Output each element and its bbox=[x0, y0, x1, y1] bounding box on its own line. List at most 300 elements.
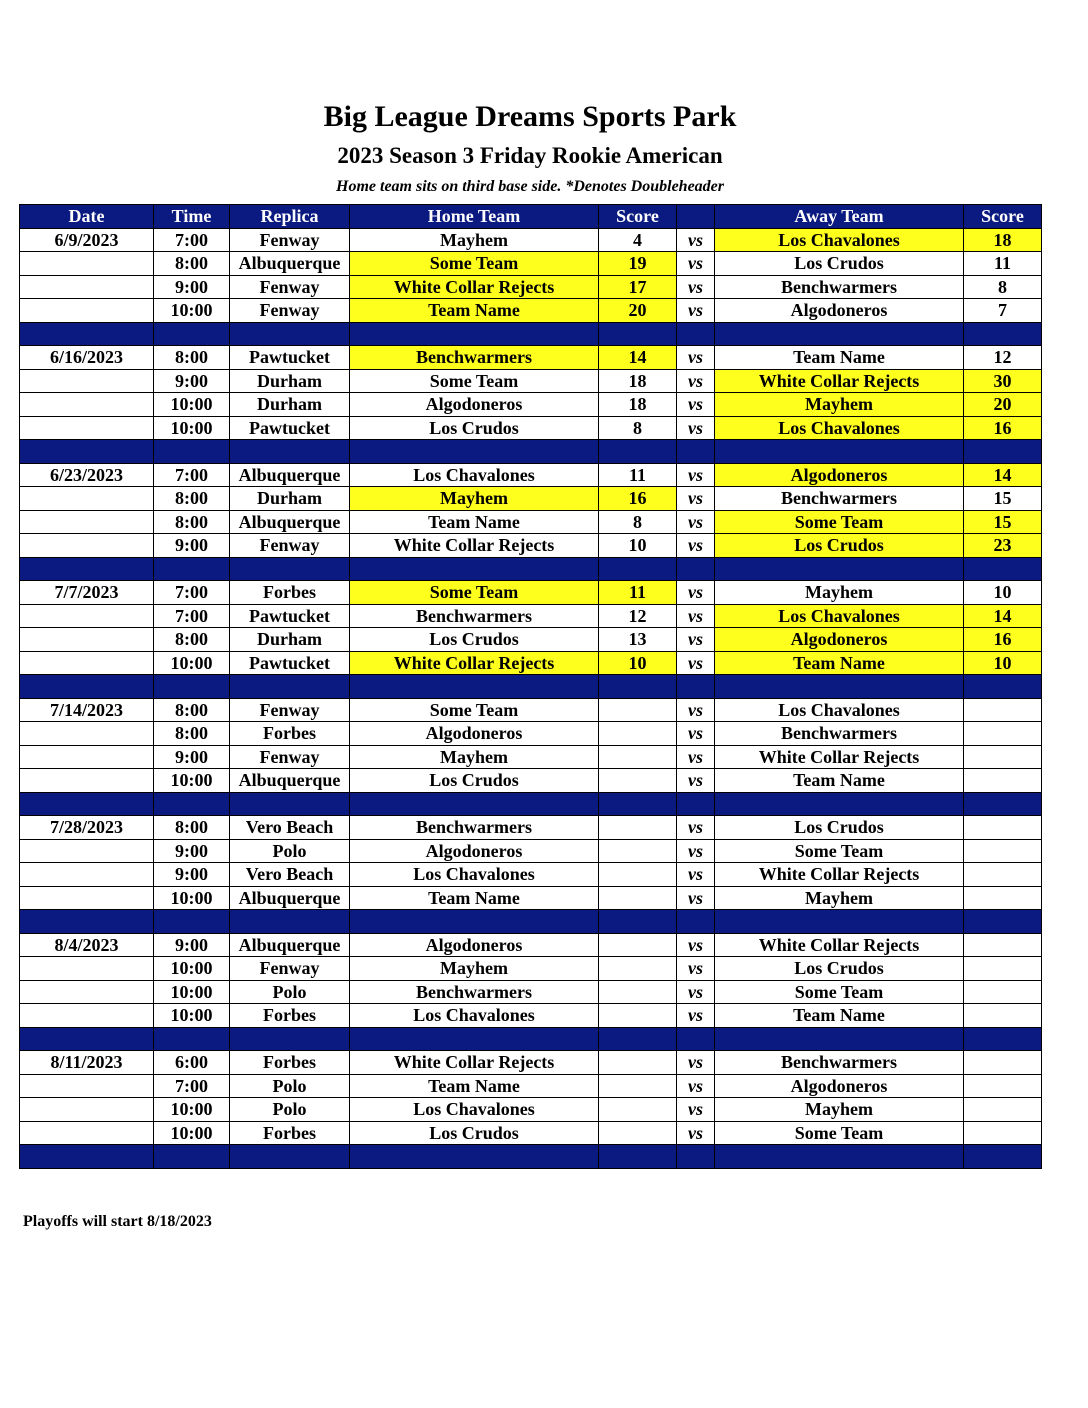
game-row bbox=[20, 463, 1042, 487]
separator-cell bbox=[230, 1027, 350, 1051]
home-score: 11 bbox=[599, 581, 677, 605]
game-replica: Forbes bbox=[230, 1121, 350, 1145]
col-header-home-score: Score bbox=[599, 205, 677, 229]
home-score bbox=[599, 980, 677, 1004]
game-replica: Fenway bbox=[230, 957, 350, 981]
away-team: Some Team bbox=[715, 510, 964, 534]
table-header-row bbox=[20, 205, 1042, 229]
col-header-vs bbox=[677, 205, 715, 229]
game-row bbox=[20, 816, 1042, 840]
game-date bbox=[20, 416, 154, 440]
separator-cell bbox=[677, 1145, 715, 1169]
game-time: 7:00 bbox=[154, 1074, 230, 1098]
home-score: 12 bbox=[599, 604, 677, 628]
home-team: Benchwarmers bbox=[350, 816, 599, 840]
game-time: 8:00 bbox=[154, 252, 230, 276]
game-replica: Polo bbox=[230, 1074, 350, 1098]
home-score bbox=[599, 933, 677, 957]
home-score: 10 bbox=[599, 534, 677, 558]
away-score: 10 bbox=[964, 581, 1042, 605]
game-date bbox=[20, 886, 154, 910]
home-team: Team Name bbox=[350, 510, 599, 534]
separator-cell bbox=[715, 1027, 964, 1051]
game-time: 10:00 bbox=[154, 886, 230, 910]
game-row bbox=[20, 1004, 1042, 1028]
game-replica: Forbes bbox=[230, 1051, 350, 1075]
home-score bbox=[599, 698, 677, 722]
separator-cell bbox=[350, 910, 599, 934]
away-team: Benchwarmers bbox=[715, 1051, 964, 1075]
away-score bbox=[964, 1051, 1042, 1075]
game-date bbox=[20, 863, 154, 887]
separator-cell bbox=[350, 675, 599, 699]
separator-cell bbox=[350, 792, 599, 816]
separator-cell bbox=[599, 675, 677, 699]
separator-cell bbox=[715, 440, 964, 464]
game-time: 9:00 bbox=[154, 839, 230, 863]
game-time: 10:00 bbox=[154, 299, 230, 323]
home-team: Benchwarmers bbox=[350, 346, 599, 370]
separator-cell bbox=[230, 440, 350, 464]
away-score bbox=[964, 1098, 1042, 1122]
game-date bbox=[20, 393, 154, 417]
game-replica: Fenway bbox=[230, 228, 350, 252]
home-team: Los Chavalones bbox=[350, 863, 599, 887]
game-date bbox=[20, 722, 154, 746]
home-team: Algodoneros bbox=[350, 839, 599, 863]
away-team: Some Team bbox=[715, 1121, 964, 1145]
game-date bbox=[20, 534, 154, 558]
page-title: Big League Dreams Sports Park bbox=[323, 100, 737, 133]
game-replica: Fenway bbox=[230, 534, 350, 558]
separator-cell bbox=[350, 1145, 599, 1169]
home-score: 8 bbox=[599, 416, 677, 440]
home-team: Team Name bbox=[350, 1074, 599, 1098]
game-replica: Vero Beach bbox=[230, 816, 350, 840]
home-score bbox=[599, 722, 677, 746]
home-score bbox=[599, 1074, 677, 1098]
separator-cell bbox=[599, 322, 677, 346]
game-date bbox=[20, 487, 154, 511]
game-date bbox=[20, 1098, 154, 1122]
game-replica: Durham bbox=[230, 487, 350, 511]
away-score bbox=[964, 886, 1042, 910]
home-team: Mayhem bbox=[350, 957, 599, 981]
game-time: 8:00 bbox=[154, 816, 230, 840]
away-score: 12 bbox=[964, 346, 1042, 370]
separator-cell bbox=[677, 910, 715, 934]
game-row bbox=[20, 745, 1042, 769]
separator-cell bbox=[20, 675, 154, 699]
away-team: Los Crudos bbox=[715, 534, 964, 558]
away-score: 14 bbox=[964, 463, 1042, 487]
game-row bbox=[20, 393, 1042, 417]
away-score: 23 bbox=[964, 534, 1042, 558]
game-replica: Vero Beach bbox=[230, 863, 350, 887]
away-score: 15 bbox=[964, 487, 1042, 511]
game-row bbox=[20, 252, 1042, 276]
away-team: Mayhem bbox=[715, 393, 964, 417]
game-date bbox=[20, 957, 154, 981]
home-score bbox=[599, 769, 677, 793]
away-score: 10 bbox=[964, 651, 1042, 675]
away-team: Mayhem bbox=[715, 581, 964, 605]
away-score bbox=[964, 980, 1042, 1004]
home-score: 17 bbox=[599, 275, 677, 299]
game-time: 8:00 bbox=[154, 510, 230, 534]
separator-cell bbox=[599, 1027, 677, 1051]
game-replica: Albuquerque bbox=[230, 886, 350, 910]
game-date: 7/7/2023 bbox=[20, 581, 154, 605]
separator-cell bbox=[20, 322, 154, 346]
home-score bbox=[599, 1004, 677, 1028]
away-team: Algodoneros bbox=[715, 463, 964, 487]
game-row bbox=[20, 581, 1042, 605]
game-date bbox=[20, 604, 154, 628]
game-date bbox=[20, 299, 154, 323]
game-date bbox=[20, 252, 154, 276]
vs-label: vs bbox=[677, 698, 715, 722]
game-replica: Forbes bbox=[230, 722, 350, 746]
game-row bbox=[20, 416, 1042, 440]
vs-label: vs bbox=[677, 346, 715, 370]
vs-label: vs bbox=[677, 581, 715, 605]
away-score: 20 bbox=[964, 393, 1042, 417]
home-team: Benchwarmers bbox=[350, 604, 599, 628]
separator-cell bbox=[599, 910, 677, 934]
vs-label: vs bbox=[677, 628, 715, 652]
away-score bbox=[964, 1004, 1042, 1028]
game-row bbox=[20, 1051, 1042, 1075]
separator-cell bbox=[599, 792, 677, 816]
separator-cell bbox=[715, 322, 964, 346]
away-score bbox=[964, 722, 1042, 746]
vs-label: vs bbox=[677, 1098, 715, 1122]
game-date: 6/16/2023 bbox=[20, 346, 154, 370]
home-team: White Collar Rejects bbox=[350, 1051, 599, 1075]
separator-cell bbox=[964, 1145, 1042, 1169]
game-time: 9:00 bbox=[154, 275, 230, 299]
separator-cell bbox=[715, 557, 964, 581]
game-row bbox=[20, 1074, 1042, 1098]
separator-cell bbox=[154, 1027, 230, 1051]
game-row bbox=[20, 886, 1042, 910]
away-team: Benchwarmers bbox=[715, 275, 964, 299]
game-row bbox=[20, 651, 1042, 675]
separator-cell bbox=[964, 557, 1042, 581]
home-score: 10 bbox=[599, 651, 677, 675]
away-score bbox=[964, 957, 1042, 981]
week-separator-row bbox=[20, 1027, 1042, 1051]
separator-cell bbox=[715, 675, 964, 699]
away-team: White Collar Rejects bbox=[715, 863, 964, 887]
game-time: 7:00 bbox=[154, 581, 230, 605]
vs-label: vs bbox=[677, 745, 715, 769]
vs-label: vs bbox=[677, 722, 715, 746]
home-team: Los Crudos bbox=[350, 416, 599, 440]
away-team: Some Team bbox=[715, 839, 964, 863]
game-time: 8:00 bbox=[154, 722, 230, 746]
separator-cell bbox=[677, 1027, 715, 1051]
game-row bbox=[20, 957, 1042, 981]
game-date bbox=[20, 839, 154, 863]
home-team: Mayhem bbox=[350, 487, 599, 511]
away-team: Algodoneros bbox=[715, 1074, 964, 1098]
vs-label: vs bbox=[677, 463, 715, 487]
vs-label: vs bbox=[677, 933, 715, 957]
away-score bbox=[964, 816, 1042, 840]
vs-label: vs bbox=[677, 299, 715, 323]
game-time: 10:00 bbox=[154, 1121, 230, 1145]
game-row bbox=[20, 228, 1042, 252]
home-team: White Collar Rejects bbox=[350, 275, 599, 299]
game-time: 8:00 bbox=[154, 628, 230, 652]
week-separator-row bbox=[20, 557, 1042, 581]
separator-cell bbox=[964, 792, 1042, 816]
vs-label: vs bbox=[677, 604, 715, 628]
home-team: Los Crudos bbox=[350, 1121, 599, 1145]
vs-label: vs bbox=[677, 510, 715, 534]
away-score: 15 bbox=[964, 510, 1042, 534]
game-time: 9:00 bbox=[154, 534, 230, 558]
away-team: Los Crudos bbox=[715, 957, 964, 981]
game-date: 8/4/2023 bbox=[20, 933, 154, 957]
game-date: 8/11/2023 bbox=[20, 1051, 154, 1075]
home-score bbox=[599, 957, 677, 981]
separator-cell bbox=[20, 910, 154, 934]
playoffs-note: Playoffs will start 8/18/2023 bbox=[23, 1213, 212, 1230]
home-team: Benchwarmers bbox=[350, 980, 599, 1004]
away-team: Los Chavalones bbox=[715, 228, 964, 252]
game-replica: Durham bbox=[230, 628, 350, 652]
home-score bbox=[599, 886, 677, 910]
separator-cell bbox=[20, 792, 154, 816]
game-replica: Forbes bbox=[230, 1004, 350, 1028]
game-row bbox=[20, 369, 1042, 393]
separator-cell bbox=[230, 322, 350, 346]
separator-cell bbox=[677, 322, 715, 346]
vs-label: vs bbox=[677, 534, 715, 558]
separator-cell bbox=[20, 1145, 154, 1169]
game-time: 10:00 bbox=[154, 980, 230, 1004]
away-team: Mayhem bbox=[715, 1098, 964, 1122]
game-time: 10:00 bbox=[154, 651, 230, 675]
home-team: Some Team bbox=[350, 698, 599, 722]
game-time: 10:00 bbox=[154, 1098, 230, 1122]
game-row bbox=[20, 1098, 1042, 1122]
separator-cell bbox=[20, 1027, 154, 1051]
vs-label: vs bbox=[677, 651, 715, 675]
home-team: Some Team bbox=[350, 581, 599, 605]
home-score: 19 bbox=[599, 252, 677, 276]
game-date bbox=[20, 369, 154, 393]
home-team: Los Crudos bbox=[350, 628, 599, 652]
game-replica: Fenway bbox=[230, 299, 350, 323]
game-row bbox=[20, 275, 1042, 299]
game-replica: Pawtucket bbox=[230, 651, 350, 675]
separator-cell bbox=[20, 557, 154, 581]
week-separator-row bbox=[20, 322, 1042, 346]
vs-label: vs bbox=[677, 816, 715, 840]
separator-cell bbox=[20, 440, 154, 464]
game-row bbox=[20, 487, 1042, 511]
game-replica: Durham bbox=[230, 369, 350, 393]
schedule-table bbox=[19, 204, 1042, 1169]
home-score: 13 bbox=[599, 628, 677, 652]
away-score: 30 bbox=[964, 369, 1042, 393]
home-score bbox=[599, 816, 677, 840]
home-score bbox=[599, 839, 677, 863]
game-time: 6:00 bbox=[154, 1051, 230, 1075]
away-team: White Collar Rejects bbox=[715, 369, 964, 393]
separator-cell bbox=[154, 675, 230, 699]
game-row bbox=[20, 863, 1042, 887]
separator-cell bbox=[154, 440, 230, 464]
game-time: 9:00 bbox=[154, 863, 230, 887]
game-date bbox=[20, 1074, 154, 1098]
separator-cell bbox=[964, 322, 1042, 346]
home-score bbox=[599, 1121, 677, 1145]
away-team: Team Name bbox=[715, 346, 964, 370]
separator-cell bbox=[715, 910, 964, 934]
home-team: White Collar Rejects bbox=[350, 534, 599, 558]
game-row bbox=[20, 933, 1042, 957]
game-date bbox=[20, 745, 154, 769]
home-score: 8 bbox=[599, 510, 677, 534]
game-replica: Polo bbox=[230, 980, 350, 1004]
game-time: 10:00 bbox=[154, 416, 230, 440]
col-header-date: Date bbox=[20, 205, 154, 229]
game-replica: Forbes bbox=[230, 581, 350, 605]
home-team: Algodoneros bbox=[350, 933, 599, 957]
away-score: 7 bbox=[964, 299, 1042, 323]
game-replica: Albuquerque bbox=[230, 933, 350, 957]
week-separator-row bbox=[20, 792, 1042, 816]
vs-label: vs bbox=[677, 769, 715, 793]
vs-label: vs bbox=[677, 1051, 715, 1075]
game-time: 8:00 bbox=[154, 698, 230, 722]
home-team: White Collar Rejects bbox=[350, 651, 599, 675]
away-score bbox=[964, 769, 1042, 793]
vs-label: vs bbox=[677, 1121, 715, 1145]
game-time: 10:00 bbox=[154, 957, 230, 981]
week-separator-row bbox=[20, 675, 1042, 699]
home-team: Team Name bbox=[350, 299, 599, 323]
game-date bbox=[20, 510, 154, 534]
game-date bbox=[20, 651, 154, 675]
away-score: 18 bbox=[964, 228, 1042, 252]
game-date bbox=[20, 769, 154, 793]
col-header-home-team: Home Team bbox=[350, 205, 599, 229]
home-score: 4 bbox=[599, 228, 677, 252]
week-separator-row bbox=[20, 910, 1042, 934]
game-row bbox=[20, 628, 1042, 652]
separator-cell bbox=[230, 1145, 350, 1169]
vs-label: vs bbox=[677, 863, 715, 887]
separator-cell bbox=[964, 910, 1042, 934]
home-team: Mayhem bbox=[350, 745, 599, 769]
home-team: Some Team bbox=[350, 252, 599, 276]
away-team: Benchwarmers bbox=[715, 722, 964, 746]
game-row bbox=[20, 980, 1042, 1004]
home-score bbox=[599, 1051, 677, 1075]
week-separator-row bbox=[20, 440, 1042, 464]
game-row bbox=[20, 698, 1042, 722]
game-replica: Pawtucket bbox=[230, 604, 350, 628]
vs-label: vs bbox=[677, 487, 715, 511]
separator-cell bbox=[599, 1145, 677, 1169]
page-note: Home team sits on third base side. *Denotes Doubleheader bbox=[336, 178, 724, 195]
separator-cell bbox=[350, 322, 599, 346]
game-time: 9:00 bbox=[154, 933, 230, 957]
separator-cell bbox=[599, 557, 677, 581]
away-team: Algodoneros bbox=[715, 299, 964, 323]
game-date: 7/28/2023 bbox=[20, 816, 154, 840]
game-row bbox=[20, 1121, 1042, 1145]
game-time: 10:00 bbox=[154, 393, 230, 417]
away-team: Benchwarmers bbox=[715, 487, 964, 511]
separator-cell bbox=[230, 675, 350, 699]
separator-cell bbox=[677, 440, 715, 464]
home-team: Team Name bbox=[350, 886, 599, 910]
away-score bbox=[964, 698, 1042, 722]
game-time: 9:00 bbox=[154, 369, 230, 393]
game-time: 9:00 bbox=[154, 745, 230, 769]
game-time: 8:00 bbox=[154, 346, 230, 370]
game-replica: Durham bbox=[230, 393, 350, 417]
away-team: Some Team bbox=[715, 980, 964, 1004]
separator-cell bbox=[154, 910, 230, 934]
separator-cell bbox=[230, 910, 350, 934]
game-time: 7:00 bbox=[154, 228, 230, 252]
away-team: Los Chavalones bbox=[715, 604, 964, 628]
week-separator-row bbox=[20, 1145, 1042, 1169]
game-replica: Albuquerque bbox=[230, 510, 350, 534]
game-date: 6/9/2023 bbox=[20, 228, 154, 252]
game-time: 7:00 bbox=[154, 463, 230, 487]
away-score bbox=[964, 1074, 1042, 1098]
away-team: Algodoneros bbox=[715, 628, 964, 652]
game-time: 10:00 bbox=[154, 1004, 230, 1028]
home-team: Algodoneros bbox=[350, 393, 599, 417]
game-replica: Pawtucket bbox=[230, 416, 350, 440]
away-team: Los Crudos bbox=[715, 252, 964, 276]
separator-cell bbox=[154, 557, 230, 581]
home-score bbox=[599, 745, 677, 769]
separator-cell bbox=[350, 440, 599, 464]
page-subtitle: 2023 Season 3 Friday Rookie American bbox=[337, 143, 723, 168]
home-score bbox=[599, 1098, 677, 1122]
away-team: Team Name bbox=[715, 1004, 964, 1028]
game-date bbox=[20, 1004, 154, 1028]
home-score: 20 bbox=[599, 299, 677, 323]
home-score bbox=[599, 863, 677, 887]
vs-label: vs bbox=[677, 228, 715, 252]
home-score: 14 bbox=[599, 346, 677, 370]
game-replica: Albuquerque bbox=[230, 463, 350, 487]
vs-label: vs bbox=[677, 839, 715, 863]
separator-cell bbox=[154, 1145, 230, 1169]
separator-cell bbox=[677, 557, 715, 581]
game-row bbox=[20, 534, 1042, 558]
away-team: White Collar Rejects bbox=[715, 745, 964, 769]
game-replica: Polo bbox=[230, 1098, 350, 1122]
game-time: 7:00 bbox=[154, 604, 230, 628]
home-team: Los Chavalones bbox=[350, 1098, 599, 1122]
game-date bbox=[20, 1121, 154, 1145]
game-row bbox=[20, 769, 1042, 793]
away-team: Mayhem bbox=[715, 886, 964, 910]
